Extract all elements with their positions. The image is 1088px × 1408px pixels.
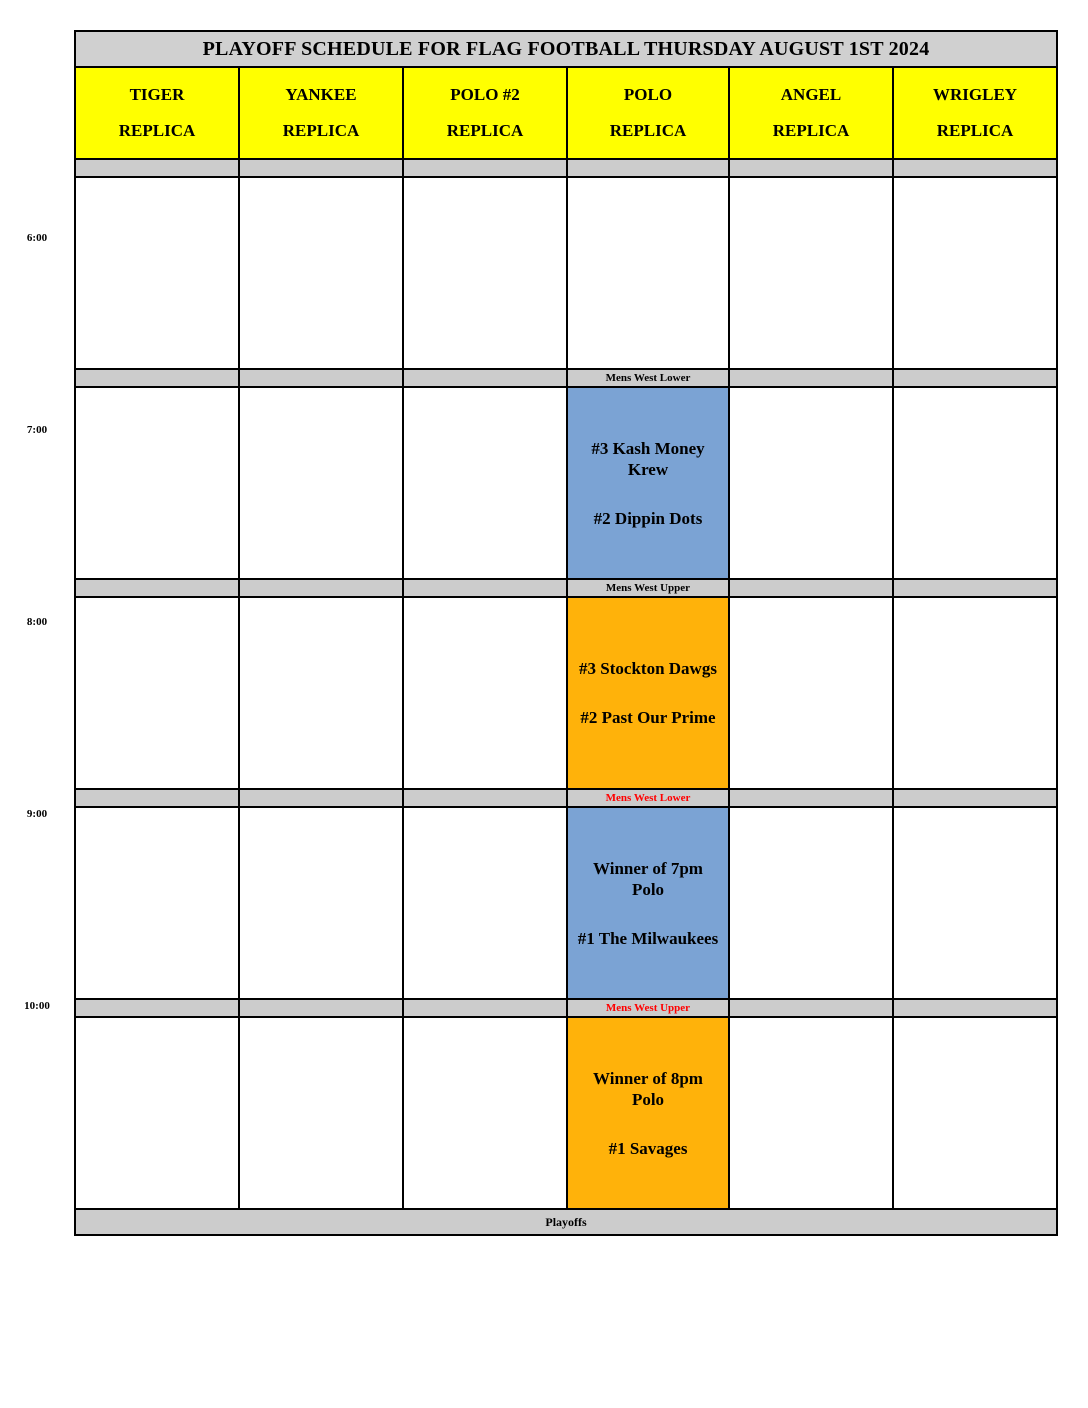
separator-cell [239, 159, 403, 177]
slot-row-9 [75, 807, 1057, 999]
slot-cell-wrigley-8[interactable] [893, 597, 1057, 789]
field-header-wrigley [893, 67, 1057, 159]
separator-cell [893, 999, 1057, 1017]
field-name-line2: REPLICA [282, 121, 360, 140]
field-header-polo [567, 67, 729, 159]
slot-cell-tiger-8[interactable] [75, 597, 239, 789]
separator-cell [239, 789, 403, 807]
field-name-line1: POLO #2 [450, 85, 520, 104]
matchup-spacer [576, 679, 720, 707]
matchup-spacer [576, 480, 720, 508]
field-header-polo-2 [403, 67, 567, 159]
separator-cell [75, 159, 239, 177]
field-header-yankee [239, 67, 403, 159]
slot-row-8 [75, 597, 1057, 789]
slot-row-6 [75, 177, 1057, 369]
separator-cell [893, 579, 1057, 597]
separator-cell [729, 369, 893, 387]
separator-cell [403, 999, 567, 1017]
team-bottom: #2 Dippin Dots [593, 508, 703, 528]
slot-cell-wrigley-9[interactable] [893, 807, 1057, 999]
separator-cell [729, 579, 893, 597]
title-row [75, 31, 1057, 67]
separator-cell [893, 369, 1057, 387]
footer-note: Playoffs [75, 1209, 1057, 1235]
slot-cell-polo-6[interactable] [567, 177, 729, 369]
team-bottom: #2 Past Our Prime [580, 708, 716, 727]
slot-cell-yankee-9[interactable] [239, 807, 403, 999]
separator-note-polo: Mens West Upper [567, 579, 729, 597]
separator-cell [729, 789, 893, 807]
separator-row-2 [75, 369, 1057, 387]
team-bottom: #1 The Milwaukees [577, 928, 719, 948]
slot-cell-yankee-6[interactable] [239, 177, 403, 369]
separator-note-polo [567, 159, 729, 177]
matchup-spacer [576, 900, 720, 928]
slot-cell-yankee-7[interactable] [239, 387, 403, 579]
slot-cell-polo2-10[interactable] [403, 1017, 567, 1209]
separator-cell [729, 999, 893, 1017]
schedule-grid [74, 30, 1058, 1236]
slot-cell-wrigley-7[interactable] [893, 387, 1057, 579]
separator-cell [75, 369, 239, 387]
separator-row-1 [75, 159, 1057, 177]
game-cell-polo-7[interactable] [567, 387, 729, 579]
slot-cell-tiger-7[interactable] [75, 387, 239, 579]
slot-cell-angel-6[interactable] [729, 177, 893, 369]
separator-cell [403, 159, 567, 177]
field-name-line1: POLO [623, 85, 673, 104]
field-name-line2: REPLICA [936, 121, 1014, 140]
separator-cell [75, 789, 239, 807]
separator-cell [239, 369, 403, 387]
slot-cell-angel-8[interactable] [729, 597, 893, 789]
separator-note-polo: Mens West Upper [567, 999, 729, 1017]
slot-cell-polo2-6[interactable] [403, 177, 567, 369]
slot-cell-polo2-8[interactable] [403, 597, 567, 789]
game-cell-polo-8[interactable] [567, 597, 729, 789]
separator-row-3 [75, 579, 1057, 597]
separator-cell [75, 579, 239, 597]
team-top: #3 Stockton Dawgs [579, 659, 717, 678]
field-name-line1: ANGEL [780, 85, 842, 104]
time-label-7: 7:00 [26, 424, 48, 436]
field-name-line1: TIGER [129, 85, 185, 104]
slot-row-7 [75, 387, 1057, 579]
separator-note-polo: Mens West Lower [567, 369, 729, 387]
field-name-line1: YANKEE [285, 85, 357, 104]
field-header-tiger [75, 67, 239, 159]
separator-row-4 [75, 789, 1057, 807]
slot-cell-angel-9[interactable] [729, 807, 893, 999]
separator-cell [893, 159, 1057, 177]
game-matchup [568, 852, 728, 955]
slot-row-10 [75, 1017, 1057, 1209]
game-cell-polo-10[interactable] [567, 1017, 729, 1209]
time-label-9: 9:00 [26, 808, 48, 820]
game-cell-polo-9[interactable] [567, 807, 729, 999]
time-label-10: 10:00 [24, 1000, 50, 1012]
separator-cell [729, 159, 893, 177]
field-name-line2: REPLICA [118, 121, 196, 140]
slot-cell-angel-7[interactable] [729, 387, 893, 579]
field-name-line2: REPLICA [446, 121, 524, 140]
slot-cell-wrigley-6[interactable] [893, 177, 1057, 369]
slot-cell-polo2-9[interactable] [403, 807, 567, 999]
time-label-6: 6:00 [26, 232, 48, 244]
field-header-angel [729, 67, 893, 159]
field-name-line2: REPLICA [772, 121, 850, 140]
separator-cell [403, 579, 567, 597]
separator-cell [239, 999, 403, 1017]
slot-cell-polo2-7[interactable] [403, 387, 567, 579]
slot-cell-tiger-10[interactable] [75, 1017, 239, 1209]
page-title: PLAYOFF SCHEDULE FOR FLAG FOOTBALL THURSDAY AUGUST 1ST 2024 [75, 31, 1057, 67]
slot-cell-tiger-6[interactable] [75, 177, 239, 369]
field-header-row [75, 67, 1057, 159]
slot-cell-wrigley-10[interactable] [893, 1017, 1057, 1209]
footer-row [75, 1209, 1057, 1235]
separator-row-5 [75, 999, 1057, 1017]
game-matchup [568, 1062, 728, 1165]
team-top: #3 Kash Money Krew [591, 438, 705, 479]
time-label-8: 8:00 [26, 616, 48, 628]
separator-cell [239, 579, 403, 597]
team-bottom: #1 Savages [608, 1138, 688, 1158]
separator-cell [403, 369, 567, 387]
team-top: Winner of 7pm Polo [593, 858, 703, 899]
team-top: Winner of 8pm Polo [593, 1068, 703, 1109]
separator-cell [75, 999, 239, 1017]
slot-cell-yankee-8[interactable] [239, 597, 403, 789]
matchup-spacer [576, 1110, 720, 1138]
game-matchup [568, 652, 728, 734]
separator-cell [893, 789, 1057, 807]
slot-cell-angel-10[interactable] [729, 1017, 893, 1209]
separator-cell [403, 789, 567, 807]
slot-cell-tiger-9[interactable] [75, 807, 239, 999]
separator-note-polo: Mens West Lower [567, 789, 729, 807]
field-name-line1: WRIGLEY [932, 85, 1018, 104]
slot-cell-yankee-10[interactable] [239, 1017, 403, 1209]
field-name-line2: REPLICA [609, 121, 687, 140]
game-matchup [568, 432, 728, 535]
